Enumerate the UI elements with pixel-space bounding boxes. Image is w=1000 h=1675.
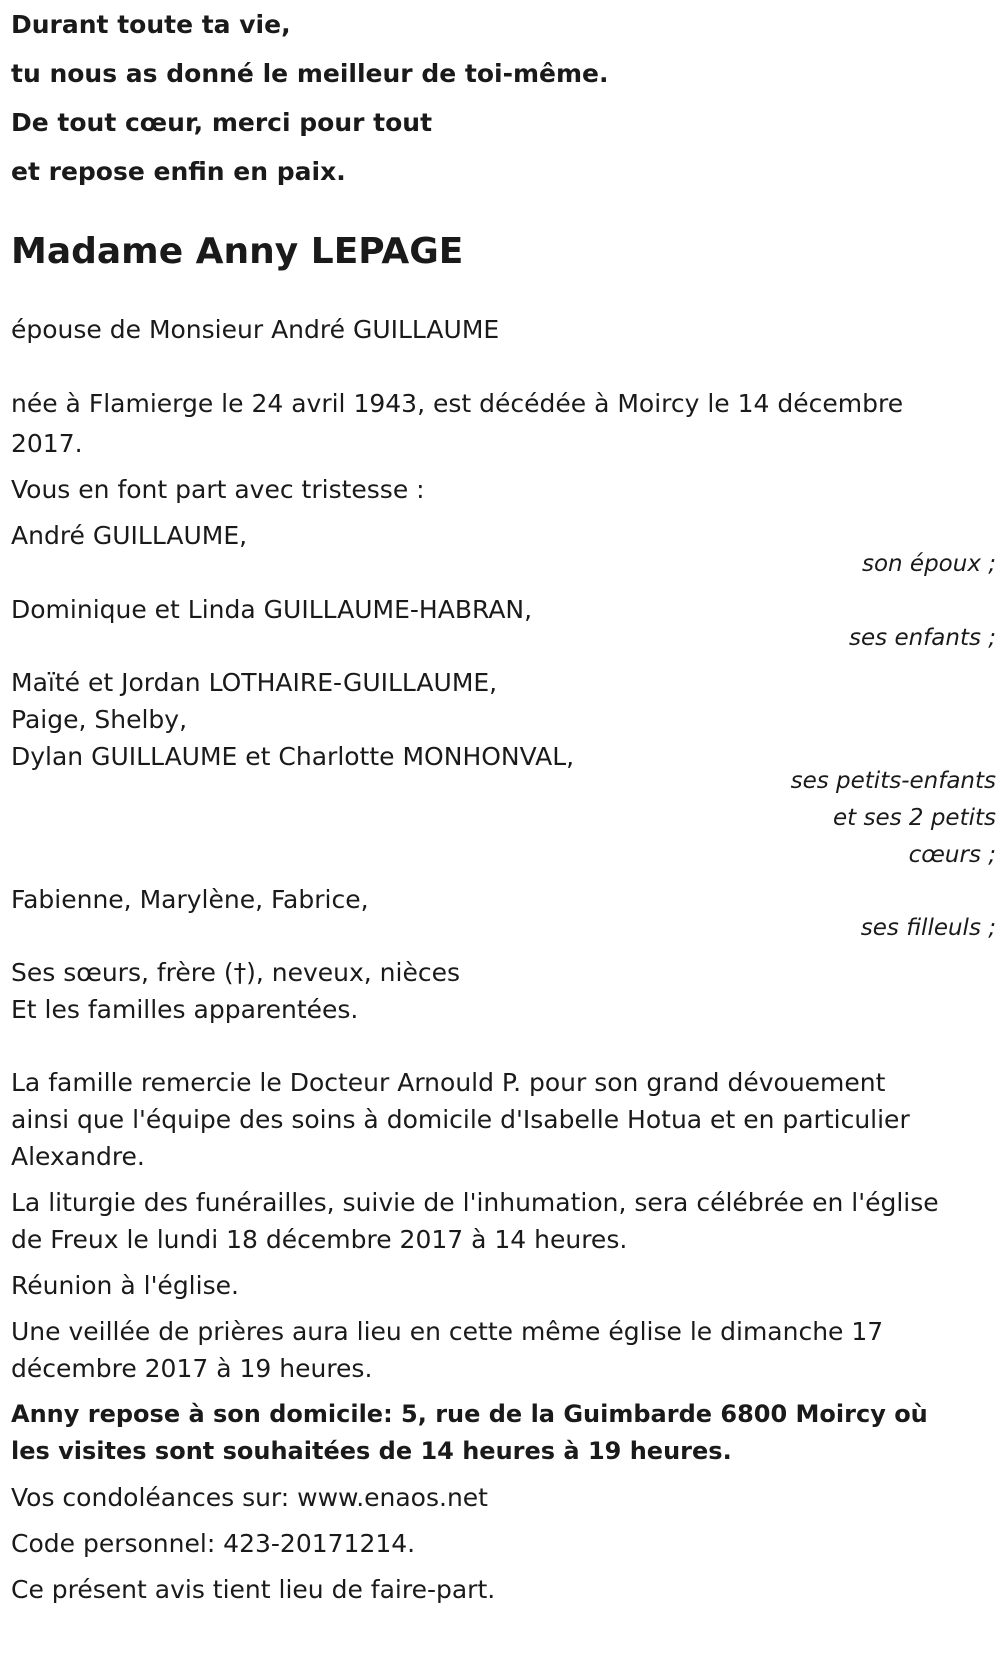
birth-death-line: 2017. [11,429,83,458]
rest-place-line: Anny repose à son domicile: 5, rue de la Guimbarde 6800 Moircy où [11,1400,928,1428]
closing-line: Ce présent avis tient lieu de faire-part. [11,1575,496,1604]
code-line: Code personnel: 423-20171214. [11,1529,416,1558]
family-name: Dominique et Linda GUILLAUME-HABRAN, [11,595,533,624]
poem [11,0,996,196]
family-relation: et ses 2 petits [832,805,996,831]
thanks-line: La famille remercie le Docteur Arnould P. pour son grand dévouement [11,1068,886,1097]
family-group [11,516,996,584]
family-group [11,664,996,874]
condolences-line: Vos condoléances sur: www.enaos.net [11,1483,488,1512]
thanks-line: Alexandre. [11,1142,145,1171]
family-name: Maïté et Jordan LOTHAIRE-GUILLAUME, [11,668,498,697]
siblings-line: Ses sœurs, frère (†), neveux, nièces [11,958,460,987]
family-name: Paige, Shelby, [11,705,188,734]
family-relation: ses petits-enfants [790,768,996,794]
family-name: André GUILLAUME, [11,521,248,550]
liturgy-line: de Freux le lundi 18 décembre 2017 à 14 heures. [11,1225,628,1254]
family-name: Dylan GUILLAUME et Charlotte MONHONVAL, [11,742,575,771]
vigil-line: décembre 2017 à 19 heures. [11,1354,373,1383]
family-relation: son époux ; [861,551,996,577]
announce-intro: Vous en font part avec tristesse : [11,475,425,504]
meeting-line: Réunion à l'église. [11,1271,239,1300]
rest-place-line: les visites sont souhaitées de 14 heures à 19 heures. [11,1437,732,1465]
poem-line: Durant toute ta vie, [11,10,291,39]
family-relation: ses enfants ; [849,625,996,651]
poem-line: et repose enfin en paix. [11,157,346,186]
birth-death-line: née à Flamierge le 24 avril 1943, est décédée à Moircy le 14 décembre [11,389,904,418]
spouse-line: épouse de Monsieur André GUILLAUME [11,315,500,344]
family-relation: ses filleuls ; [860,915,996,941]
vigil-line: Une veillée de prières aura lieu en cette même église le dimanche 17 [11,1317,884,1346]
poem-line: tu nous as donné le meilleur de toi-même. [11,59,609,88]
families-line: Et les familles apparentées. [11,995,359,1024]
family-group [11,880,996,948]
obituary-notice [11,0,996,1608]
family-name: Fabienne, Marylène, Fabrice, [11,885,369,914]
family-relation: cœurs ; [908,842,996,868]
poem-line: De tout cœur, merci pour tout [11,108,433,137]
deceased-name: Madame Anny LEPAGE [11,231,464,272]
liturgy-line: La liturgie des funérailles, suivie de l'inhumation, sera célébrée en l'église [11,1188,939,1217]
thanks-line: ainsi que l'équipe des soins à domicile d'Isabelle Hotua et en particulier [11,1105,910,1134]
family-group [11,590,996,658]
